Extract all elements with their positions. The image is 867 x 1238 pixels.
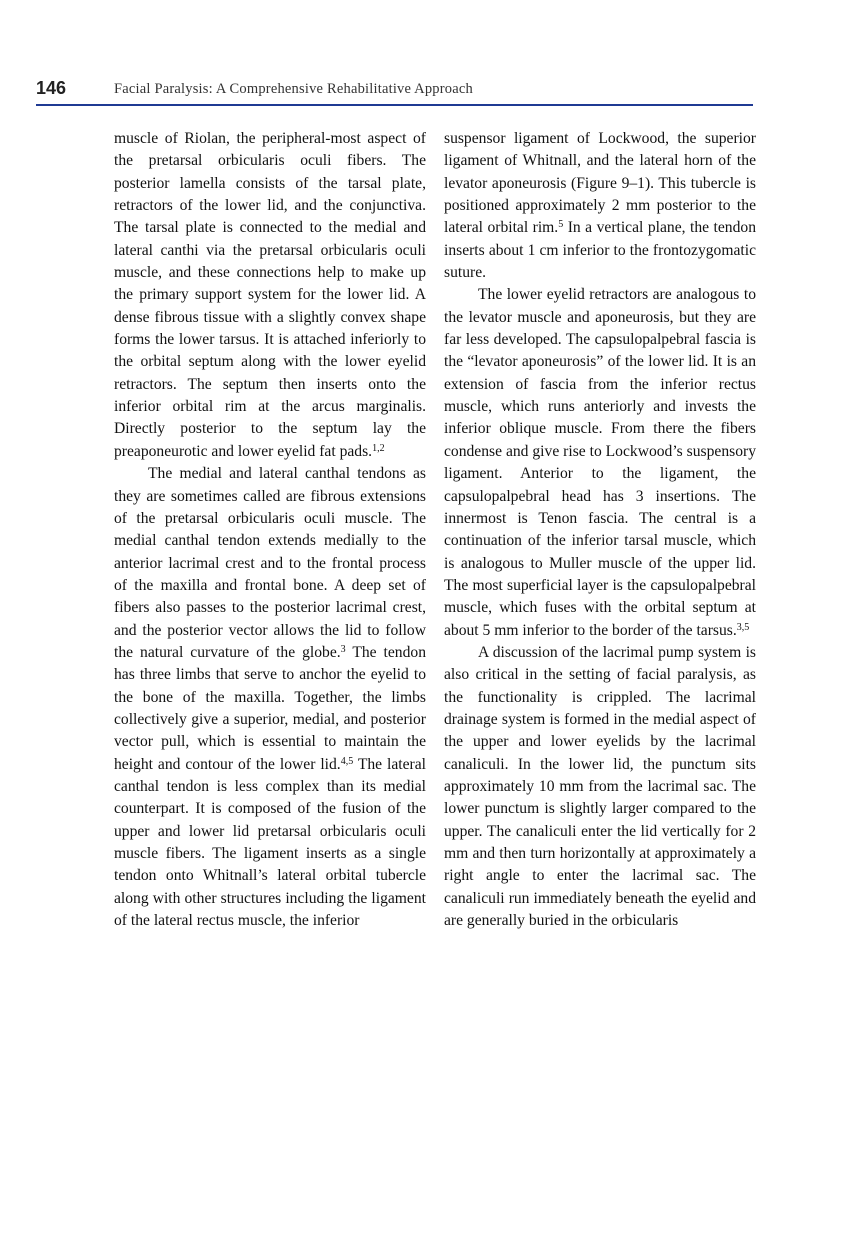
reference-superscript: 3,5 (736, 621, 750, 633)
paragraph (444, 128, 756, 284)
paragraph-text: suspensor ligament of Lockwood, the superior ligament of Whitnall, and the lateral horn of the levator aponeurosis (Figure 9–1). This tubercle is positioned approximately 2 mm posterior to the lateral orbital rim. (444, 130, 756, 237)
right-column (444, 128, 756, 932)
reference-superscript: 5 (558, 219, 564, 231)
running-title: Facial Paralysis: A Comprehensive Rehabilitative Approach (114, 81, 473, 97)
paragraph-text: In a vertical plane, the tendon inserts about 1 cm inferior to the frontozygomatic suture. (444, 219, 756, 282)
reference-superscript: 4,5 (340, 755, 354, 767)
header-rule (36, 104, 753, 106)
paragraph (114, 463, 426, 932)
paragraph (444, 642, 756, 932)
paragraph-text: A discussion of the lacrimal pump system is also critical in the setting of facial paralysis, as the functionality is crippled. The lacrimal drainage system is formed in the medial aspect of the upper and lower eyelids by the lacrimal canaliculi. In the lower lid, the punctum sits approximately 10 mm from the lacrimal sac. The lower punctum is slightly larger compared to the upper. The canaliculi enter the lid vertically for 2 mm and then turn horizontally at approximately a right angle to enter the lacrimal sac. The canaliculi run immediately beneath the eyelid and are generally buried in the orbicularis (444, 643, 756, 930)
paragraph-text: muscle of Riolan, the peripheral-most aspect of the pretarsal orbicularis oculi fibers. The posterior lamella consists of the tarsal plate, retractors of the lower lid, and the conjunctiva. The tarsal plate is connected to the medial and lateral canthi via the pretarsal orbicularis oculi muscle, and these connections help to make up the primary support system for the lower lid. A dense fibrous tissue with a slightly convex shape forms the lower tarsus. It is attached inferiorly to the orbital septum along with the lower eyelid retractors. The septum then inserts onto the inferior orbital rim at the arcus marginalis. Directly posterior to the septum lay the preaponeurotic and lower eyelid fat pads. (114, 130, 426, 460)
page-number: 146 (36, 78, 67, 98)
paragraph (114, 128, 426, 463)
paragraph-text: The lateral canthal tendon is less complex than its medial counterpart. It is composed of the fusion of the upper and lower lid pretarsal orbicularis oculi muscle fibers. The ligament inserts as a single tendon onto Whitnall’s lateral orbital tubercle along with other structures including the ligament of the lateral rectus muscle, the inferior (114, 755, 427, 930)
paragraph-text: The medial and lateral canthal tendons as they are sometimes called are fibrous extensions of the pretarsal orbicularis oculi muscle. The medial canthal tendon extends medially to the anterior lacrimal crest and to the frontal process of the maxilla and frontal bone. A deep set of fibers also passes to the posterior lacrimal crest, and the posterior vector allows the lid to follow the natural curvature of the globe. (114, 465, 426, 661)
page-header (36, 76, 753, 100)
paragraph-text: The lower eyelid retractors are analogous to the levator muscle and aponeurosis, but they are far less developed. The capsulopalpebral fascia is the “levator aponeurosis” of the lower lid. It is an extension of fascia from the inferior rectus muscle, which runs anteriorly and invests the inferior oblique muscle. From there the fibers condense and give rise to Lockwood’s suspensory ligament. Anterior to the ligament, the capsulopalpebral head has 3 insertions. The innermost is Tenon fascia. The central is a continuation of the inferior tarsal muscle, which is analogous to Muller muscle of the upper lid. The most superficial layer is the capsulopalpebral muscle, which fuses with the orbital septum at about 5 mm inferior to the border of the tarsus. (444, 286, 756, 639)
reference-superscript: 1,2 (372, 442, 385, 454)
reference-superscript: 3 (340, 643, 346, 655)
paragraph-text: The tendon has three limbs that serve to anchor the eyelid to the bone of the maxilla. Together, the limbs collectively give a superior, medial, and posterior vector pull, which is essential to maintain the height and contour of the lower lid. (114, 643, 426, 773)
paragraph (444, 284, 756, 642)
left-column (114, 128, 426, 932)
